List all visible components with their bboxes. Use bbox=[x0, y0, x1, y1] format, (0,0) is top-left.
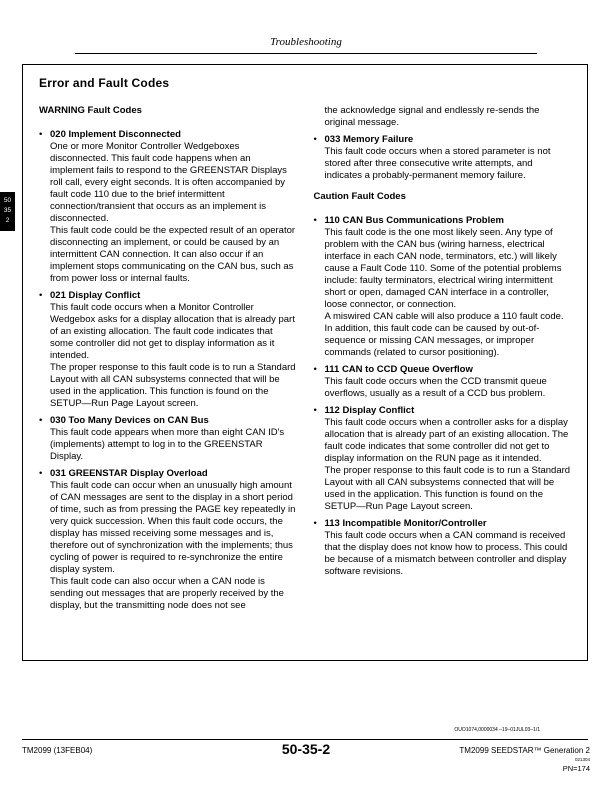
bullet-icon: • bbox=[39, 290, 43, 301]
fault-paragraph: This fault code occurs when the CCD transmit queue overflows, usually as a result of a CCD bus problem. bbox=[324, 376, 547, 399]
print-code: 021304 bbox=[574, 757, 590, 762]
bullet-icon: • bbox=[39, 129, 43, 140]
section-tab-line-2: 35 bbox=[3, 207, 12, 214]
footer-rule bbox=[22, 739, 588, 740]
bullet-icon: • bbox=[313, 518, 317, 529]
bullet-icon: • bbox=[39, 415, 43, 426]
fault-paragraph: This fault code can also occur when a CAN node is sending out messages that are properly received by the display, but the transmitting node does not see bbox=[50, 576, 284, 611]
fault-code-title: 110 CAN Bus Communications Problem bbox=[324, 215, 504, 226]
fault-paragraph: In addition, this fault code can be caused by out-of-sequence or missing CAN messages, or improper commands (related to cursor positioning). bbox=[324, 323, 540, 358]
fault-item-021 bbox=[39, 290, 297, 410]
fault-item-111 bbox=[314, 364, 572, 400]
fault-code-title: 112 Display Conflict bbox=[324, 405, 415, 416]
fault-paragraph: A miswired CAN cable will also produce a 110 fault code. bbox=[324, 311, 564, 322]
manual-title: TM2099 SEEDSTAR™ Generation 2 bbox=[459, 746, 590, 755]
section-tab-line-1: 50 bbox=[3, 197, 12, 204]
fault-code-title: 030 Too Many Devices on CAN Bus bbox=[50, 415, 209, 426]
fault-paragraph: The proper response to this fault code is to run a Standard Layout with all CAN subsystems connected that will be used in the application. This function is found on the SETUP—Run Page Layout screen. bbox=[324, 465, 571, 512]
caution-fault-codes-heading: Caution Fault Codes bbox=[313, 191, 406, 202]
continuation-paragraph: the acknowledge signal and endlessly re-sends the original message. bbox=[324, 105, 540, 128]
fault-item-112 bbox=[314, 405, 572, 513]
bullet-icon: • bbox=[313, 134, 317, 145]
page-number: 50-35-2 bbox=[281, 741, 331, 757]
fault-item-030 bbox=[39, 415, 297, 463]
fault-code-title: 033 Memory Failure bbox=[324, 134, 414, 145]
doc-reference: OUO1074,0000034 –19–01JUL03–1/1 bbox=[454, 727, 540, 733]
section-tab-line-3: 2 bbox=[5, 217, 10, 224]
fault-paragraph: This fault code appears when more than eight CAN ID's (implements) attempt to log in to the GREENSTAR Display. bbox=[50, 427, 285, 462]
left-column bbox=[39, 105, 297, 617]
fault-paragraph: This fault code is the one most likely seen. Any type of problem with the CAN bus (wiring harness, electrical interface in each CAN node, terminators, etc.) will likely cause a Fault Code 110. Some of the potential problems include: faulty terminators, electrical wiring intermittent short or open, damaged CAN interface in a controller, loose connector, or connection. bbox=[324, 227, 562, 310]
fault-item-113 bbox=[314, 518, 572, 578]
fault-paragraph: The proper response to this fault code is to run a Standard Layout with all CAN subsystems connected that will be used in the application. This function is found on the SETUP—Run Page Layout screen. bbox=[50, 362, 296, 409]
fault-paragraph: This fault code can occur when an unusually high amount of CAN messages are sent to the display in a short period of time, such as from pressing the PAGE key repeatedly in very quick succession. When this fault code occurs, the display has missed receiving some messages and is, therefore out of synchronization with the implements; thus cycling of power is required to re-synchronize the entire display system. bbox=[50, 480, 296, 575]
page-title: Error and Fault Codes bbox=[39, 76, 170, 90]
bullet-icon: • bbox=[39, 468, 43, 479]
error-fault-codes-box bbox=[22, 64, 588, 661]
fault-paragraph: This fault code occurs when a CAN command is received that the display does not know how to process. This could be because of a mismatch between controller and display software revisions. bbox=[324, 530, 568, 577]
bullet-icon: • bbox=[313, 405, 317, 416]
fault-code-title: 113 Incompatible Monitor/Controller bbox=[324, 518, 487, 529]
fault-code-title: 020 Implement Disconnected bbox=[50, 129, 181, 140]
fault-paragraph: This fault code occurs when a controller asks for a display allocation that is already part of an existing allocation. The fault code indicates that some controller did not get to display information on the RUN page as it intended. bbox=[324, 417, 569, 464]
part-number: PN=174 bbox=[562, 764, 590, 773]
manual-id: TM2099 (13FEB04) bbox=[22, 746, 93, 755]
two-column-layout bbox=[39, 105, 571, 617]
warning-fault-codes-heading: WARNING Fault Codes bbox=[39, 105, 142, 116]
right-column bbox=[314, 105, 572, 617]
fault-item-110 bbox=[314, 215, 572, 359]
fault-code-title: 031 GREENSTAR Display Overload bbox=[50, 468, 208, 479]
fault-item-033 bbox=[314, 134, 572, 182]
fault-paragraph: One or more Monitor Controller Wedgeboxes disconnected. This fault code happens when an implement fails to respond to the GREENSTAR Displays roll call, every eight seconds. It is often accompanied by fault code 110 due to the brief intermittent connection/transient that occurs as an implement is disconnected. bbox=[50, 141, 287, 224]
fault-paragraph: This fault code occurs when a Monitor Controller Wedgebox asks for a display allocation that is already part of an existing allocation. The fault code indicates that some controller did not get to display information as it intended. bbox=[50, 302, 295, 361]
fault-code-title: 111 CAN to CCD Queue Overflow bbox=[324, 364, 473, 375]
fault-item-031 bbox=[39, 468, 297, 612]
fault-item-020 bbox=[39, 129, 297, 285]
fault-paragraph: This fault code could be the expected result of an operator disconnecting an implement, or could be caused by an intermittent CAN connection. It can also occur if an implement stops communicating on the CAN bus, such as from power loss or internal faults. bbox=[50, 225, 296, 284]
bullet-icon: • bbox=[313, 364, 317, 375]
bullet-icon: • bbox=[313, 215, 317, 226]
section-tab bbox=[0, 192, 15, 231]
running-header: Troubleshooting bbox=[75, 36, 537, 54]
fault-code-title: 021 Display Conflict bbox=[50, 290, 141, 301]
fault-paragraph: This fault code occurs when a stored parameter is not stored after three consecutive write attempts, and indicates a probably-permanent memory failure. bbox=[324, 146, 551, 181]
